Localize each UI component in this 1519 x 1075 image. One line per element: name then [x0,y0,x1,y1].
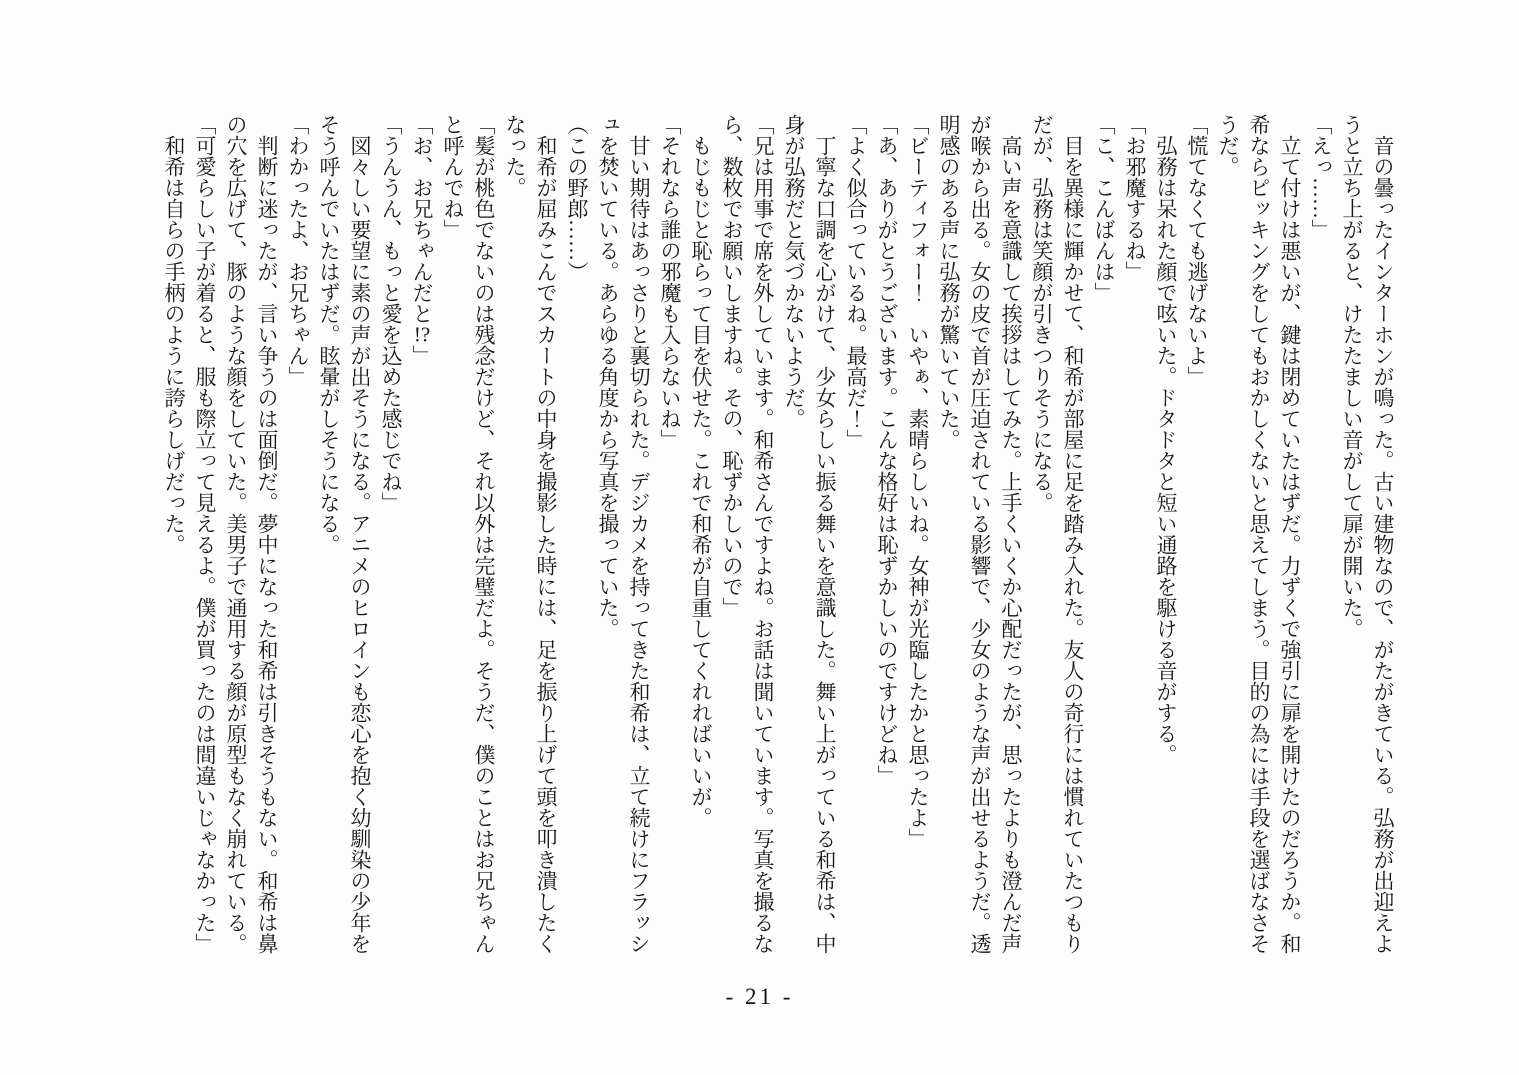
narration-paragraph: 目を異様に輝かせて、和希が部屋に足を踏み入れた。友人の奇行には慣れていたつもりだが、弘務は笑顔が引きつりそうになる。 [1030,114,1085,954]
narration-paragraph: 判断に迷ったが、言い争うのは面倒だ。夢中になった和希は引きそうもない。和希は鼻の穴を広げて、豚のような顔をしていた。美男子で通用する顔が原型もなく崩れている。 [224,114,279,954]
narration-paragraph: 弘務は呆れた顔で呟いた。ドタドタと短い通路を駆ける音がする。 [1154,135,1178,765]
dialogue-line: 「よく似合っているね。最高だ！」 [844,114,868,450]
narration-paragraph: もじもじと恥らって目を伏せた。これで和希が自重してくれればいいが。 [689,135,713,828]
page-text [158,114,1398,955]
dialogue-line: 「あ、ありがとうございます。こんな格好は恥ずかしいのですけどね」 [875,114,899,786]
dialogue-line: 「お邪魔するね」 [1123,114,1147,282]
dialogue-line: 「こ、こんばんは」 [1092,114,1116,303]
dialogue-line: 「うんうん、もっと愛を込めた感じでね」 [379,114,403,513]
dialogue-line: 「ビーティフォー！ いやぁ、素晴らしいね。女神が光臨したかと思ったよ」 [906,114,930,849]
thought-line: （この野郎……） [565,114,589,282]
narration-paragraph: 図々しい要望に素の声が出そうになる。アニメのヒロインも恋心を抱く幼馴染の少年をそう呼んでいたはずだ。眩暈がしそうになる。 [317,114,372,954]
page-number: - 21 - [725,984,794,1009]
dialogue-line: 「わかったよ、お兄ちゃん」 [286,114,310,387]
narration-paragraph: 和希が屈みこんでスカートの中身を撮影した時には、足を振り上げて頭を叩き潰したくなった。 [503,114,558,954]
dialogue-line: 「慌てなくても逃げないよ」 [1185,114,1209,387]
dialogue-line: 「可愛らしい子が着ると、服も際立って見えるよ。僕が買ったのは間違いじゃなかった」 [193,114,217,954]
tate-chu-yoko: !? [413,324,431,345]
narration-paragraph: 音の曇ったインターホンが鳴った。古い建物なので、がたがきている。弘務が出迎えようと立ち上がると、けたたましい音がして扉が開いた。 [1340,114,1395,954]
narration-paragraph: 和希は自らの手柄のように誇らしげだった。 [162,135,186,555]
dialogue-line: 「お、お兄ちゃんだと!?」 [410,114,434,366]
narration-paragraph: 高い声を意識して挨拶はしてみた。上手くいくか心配だったが、思ったよりも澄んだ声が喉から出る。女の皮で首が圧迫されている影響で、少女のような声が出せるようだ。透明感のある声に弘務が驚いていた。 [937,114,1023,954]
narration-paragraph: 丁寧な口調を心がけて、少女らしい振る舞いを意識した。舞い上がっている和希は、中身が弘務だと気づかないようだ。 [782,114,837,954]
dialogue-line: 「髪が桃色でないのは残念だけど、それ以外は完璧だよ。そうだ、僕のことはお兄ちゃんと呼んでね」 [441,114,496,954]
narration-paragraph: 立て付けは悪いが、鍵は閉めていたはずだ。力ずくで強引に扉を開けたのだろうか。和希ならピッキングをしてもおかしくないと思えてしまう。目的の為には手段を選ばなさそうだ。 [1216,114,1302,954]
dialogue-line: 「それなら誰の邪魔も入らないね」 [658,114,682,450]
narration-paragraph: 甘い期待はあっさりと裏切られた。デジカメを持ってきた和希は、立て続けにフラッシュを焚いている。あらゆる角度から写真を撮っていた。 [596,114,651,954]
dialogue-line: 「えっ……」 [1309,114,1333,240]
dialogue-line: 「兄は用事で席を外しています。和希さんですよね。お話は聞いています。写真を撮るなら、数枚でお願いしますね。その、恥ずかしいので」 [720,114,775,954]
